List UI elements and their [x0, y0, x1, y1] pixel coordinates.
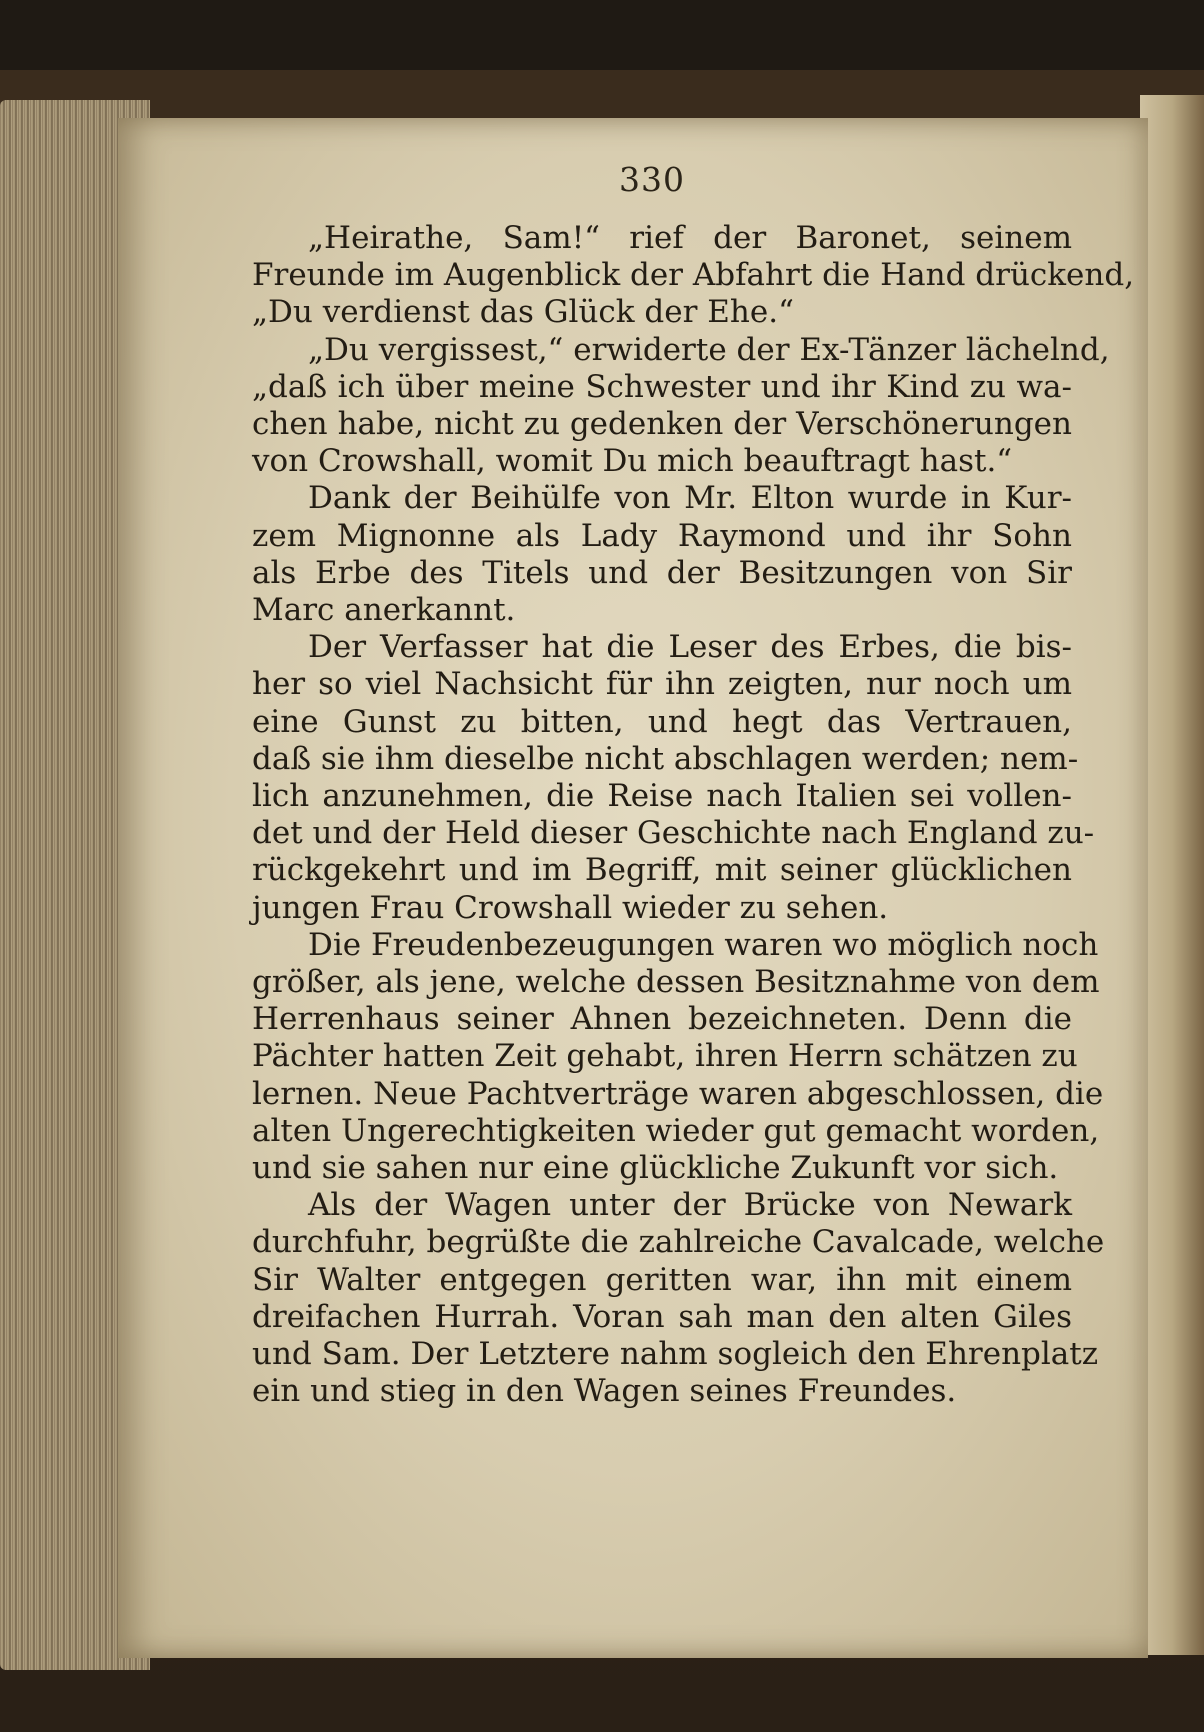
text-line: „Heirathe, Sam!“ rief der Baronet, seinem: [308, 220, 1072, 256]
text-line: det und der Held dieser Geschichte nach England zu-: [252, 815, 1095, 852]
text-line: größer, als jene, welche dessen Besitznahme von dem: [252, 964, 1100, 1001]
text-line: jungen Frau Crowshall wieder zu sehen.: [252, 889, 889, 926]
text-line: „daß ich über meine Schwester und ihr Kind zu wa-: [252, 368, 1072, 405]
text-line: Marc anerkannt.: [252, 592, 516, 629]
text-line: rückgekehrt und im Begriff, mit seiner glücklichen: [252, 852, 1072, 889]
text-line: von Crowshall, womit Du mich beauftragt hast.“: [252, 443, 1013, 480]
text-line: Herrenhaus seiner Ahnen bezeichneten. Denn die: [252, 1001, 1072, 1038]
text-line: Als der Wagen unter der Brücke von Newark: [308, 1187, 1072, 1224]
text-line: daß sie ihm dieselbe nicht abschlagen werden; nem-: [252, 740, 1079, 777]
text-line: Dank der Beihülfe von Mr. Elton wurde in Kur-: [308, 480, 1072, 517]
text-line: dreifachen Hurrah. Voran sah man den alten Giles: [252, 1298, 1072, 1335]
text-line: und Sam. Der Letztere nahm sogleich den Ehrenplatz: [252, 1336, 1099, 1373]
text-line: ein und stieg in den Wagen seines Freundes.: [252, 1373, 957, 1410]
text-line: Sir Walter entgegen geritten war, ihn mit einem: [252, 1261, 1072, 1298]
text-line: „Du verdienst das Glück der Ehe.“: [252, 294, 794, 331]
text-line: „Du vergissest,“ erwiderte der Ex-Tänzer lächelnd,: [308, 331, 1110, 368]
text-line: Freunde im Augenblick der Abfahrt die Hand drückend,: [252, 257, 1135, 294]
facing-page-edge: [1140, 95, 1204, 1655]
text-line: eine Gunst zu bitten, und hegt das Vertrauen,: [252, 703, 1072, 740]
text-line: lernen. Neue Pachtverträge waren abgeschlossen, die: [252, 1075, 1104, 1112]
text-line: alten Ungerechtigkeiten wieder gut gemacht worden,: [252, 1112, 1100, 1149]
text-line: Die Freudenbezeugungen waren wo möglich noch: [308, 926, 1099, 963]
text-line: zem Mignonne als Lady Raymond und ihr Sohn: [252, 517, 1072, 554]
text-line: her so viel Nachsicht für ihn zeigten, nur noch um: [252, 666, 1072, 703]
text-line: als Erbe des Titels und der Besitzungen von Sir: [252, 554, 1072, 591]
text-line: Der Verfasser hat die Leser des Erbes, die bis-: [308, 629, 1072, 666]
text-line: lich anzunehmen, die Reise nach Italien sei vollen-: [252, 778, 1072, 815]
page-number: 330: [619, 160, 685, 199]
text-line: chen habe, nicht zu gedenken der Verschönerungen: [252, 406, 1072, 443]
text-line: Pächter hatten Zeit gehabt, ihren Herrn schätzen zu: [252, 1038, 1078, 1075]
text-line: und sie sahen nur eine glückliche Zukunft vor sich.: [252, 1150, 1059, 1187]
body-text: [252, 220, 1135, 1411]
text-line: durchfuhr, begrüßte die zahlreiche Cavalcade, welche: [252, 1224, 1105, 1261]
